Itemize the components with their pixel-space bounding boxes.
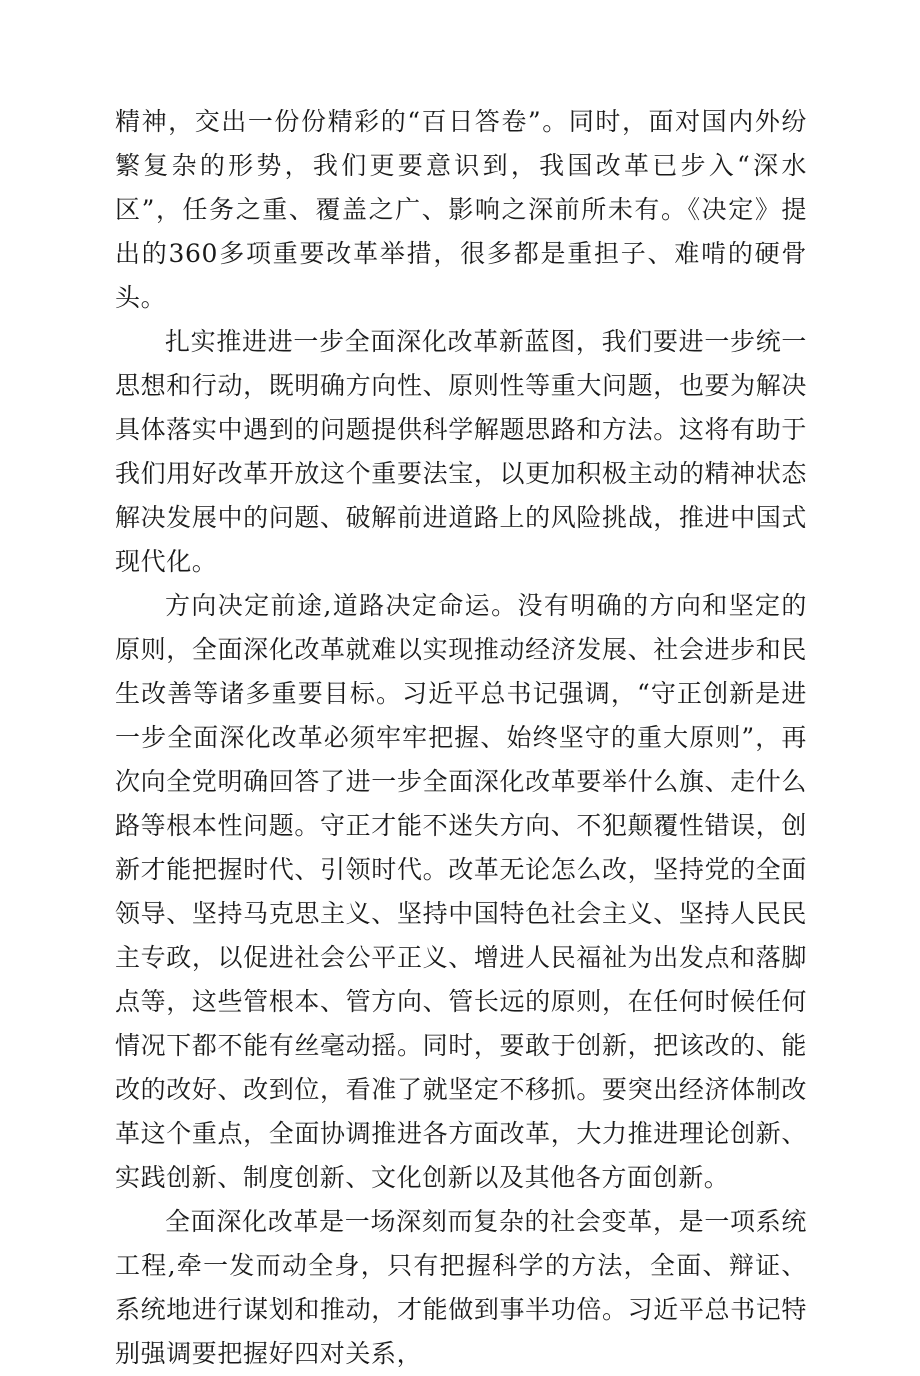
paragraph-2: 扎实推进进一步全面深化改革新蓝图，我们要进一步统一思想和行动，既明确方向性、原则性等重大问题，也要为解决具体落实中遇到的问题提供科学解题思路和方法。这将有助于我们用好改革开放这个重要法宝，以更加积极主动的精神状态解决发展中的问题、破解前进道路上的风险挑战，推进中国式现代化。 (115, 327, 807, 576)
paragraph-4: 全面深化改革是一场深刻而复杂的社会变革，是一项系统工程,牵一发而动全身，只有把握科学的方法，全面、辩证、系统地进行谋划和推动，才能做到事半功倍。习近平总书记特别强调要把握好四对关系， (115, 1207, 807, 1368)
paragraph-1: 精神，交出一份份精彩的“百日答卷”。同时，面对国内外纷繁复杂的形势，我们更要意识到，我国改革已步入“深水区”，任务之重、覆盖之广、影响之深前所未有。《决定》提出的360多项重要改革举措，很多都是重担子、难啃的硬骨头。 (115, 107, 807, 312)
document-body (115, 100, 807, 1376)
paragraph-3: 方向决定前途,道路决定命运。没有明确的方向和坚定的原则，全面深化改革就难以实现推动经济发展、社会进步和民生改善等诸多重要目标。习近平总书记强调，“守正创新是进一步全面深化改革必须牢牢把握、始终坚守的重大原则”，再次向全党明确回答了进一步全面深化改革要举什么旗、走什么路等根本性问题。守正才能不迷失方向、不犯颠覆性错误，创新才能把握时代、引领时代。改革无论怎么改，坚持党的全面领导、坚持马克思主义、坚持中国特色社会主义、坚持人民民主专政，以促进社会公平正义、增进人民福祉为出发点和落脚点等，这些管根本、管方向、管长远的原则，在任何时候任何情况下都不能有丝毫动摇。同时，要敢于创新，把该改的、能改的改好、改到位，看准了就坚定不移抓。要突出经济体制改革这个重点，全面协调推进各方面改革，大力推进理论创新、实践创新、制度创新、文化创新以及其他各方面创新。 (115, 591, 807, 1192)
